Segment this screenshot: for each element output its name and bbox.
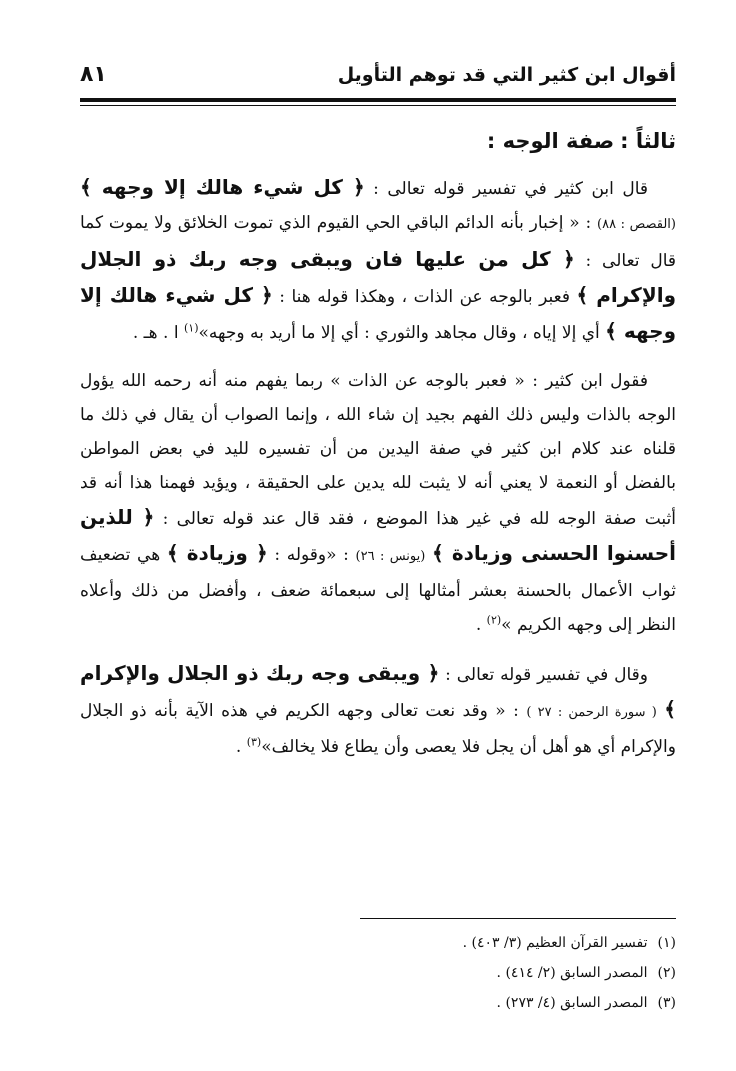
- page-number: ٨١: [80, 62, 107, 87]
- p1-text: أي إلا إياه ، وقال مجاهد والثوري : أي إلا ما أريد به وجهه»: [198, 323, 606, 343]
- paragraph-1: [80, 170, 676, 350]
- section-heading: [80, 126, 676, 156]
- page-body: [80, 122, 676, 778]
- footnote-marker: (٢): [486, 613, 502, 627]
- footnote-marker: (١): [183, 321, 199, 335]
- footnote-item: [300, 928, 676, 958]
- header-rule-thick: [80, 98, 676, 102]
- surah-reference: ( سورة الرحمن : ٢٧ ): [526, 705, 657, 720]
- surah-reference: (القصص : ٨٨): [597, 217, 676, 232]
- footnote-number: (٢): [657, 965, 676, 981]
- paragraph-2: [80, 364, 676, 642]
- p3-text: وقال في تفسير قوله تعالى :: [439, 665, 648, 685]
- running-title: أقوال ابن كثير التي قد توهم التأويل: [337, 64, 676, 86]
- quran-quote: ﴿ وزيادة ﴾: [166, 541, 268, 565]
- footnote-text: تفسير القرآن العظيم (٣/ ٤٠٣) .: [462, 935, 648, 951]
- quran-quote: ﴿ للذين أحسنوا الحسنى وزيادة ﴾: [80, 505, 676, 565]
- footnote-text: المصدر السابق (٤/ ٢٧٣) .: [496, 995, 648, 1011]
- p2-text: فقول ابن كثير : « فعبر بالوجه عن الذات » ربما يفهم منه أنه رحمه الله يؤول الوجه بالذات وليس ذلك الفهم بجيد إن شاء الله ، وإنما الصواب أن يقال في ذلك ما قلناه عند كلام ابن كثير في صفة اليدين من أن تفسيره لليد في بعض المواطن بالفضل أو النعمة لا يعني أنه لا يثبت لله يدين على الحقيقة ، ويؤيد فهمنا هذا أنه قد أثبت صفة الوجه لله في غير هذا الموضع ، فقد قال عند قوله تعالى :: [80, 371, 676, 529]
- p1-text: قال ابن كثير في تفسير قوله تعالى :: [364, 179, 648, 199]
- quran-quote: ﴿ كل شيء هالك إلا وجهه ﴾: [80, 175, 365, 199]
- footnote-number: (١): [657, 935, 676, 951]
- surah-reference: (يونس : ٢٦): [355, 549, 426, 564]
- p1-text: فعبر بالوجه عن الذات ، وهكذا قوله هنا :: [272, 287, 577, 307]
- paragraph-3: [80, 656, 676, 764]
- p1-text: : « إخبار بأنه الدائم الباقي الحي القيوم الذي تموت الخلائق ولا يموت كما قال تعالى :: [80, 213, 676, 271]
- quran-quote: ﴿ ويبقى وجه ربك ذو الجلال والإكرام ﴾: [80, 661, 676, 721]
- footnote-item: [300, 988, 676, 1018]
- footnote-item: [300, 958, 676, 988]
- footnote-text: المصدر السابق (٢/ ٤١٤) .: [496, 965, 648, 981]
- footnotes: [300, 928, 676, 1018]
- section-heading-lead: ثالثاً :: [620, 129, 676, 153]
- p1-text: ا . هـ .: [132, 323, 184, 343]
- p2-text: .: [475, 615, 487, 635]
- p3-text: .: [235, 737, 247, 757]
- section-heading-title: صفة الوجه :: [486, 129, 615, 153]
- p2-text: هي تضعيف ثواب الأعمال بالحسنة بعشر أمثالها إلى سبعمائة ضعف ، وأفضل من ذلك وأعلاه النظر إلى وجهه الكريم »: [80, 545, 676, 635]
- footnote-rule: [360, 918, 676, 919]
- page-header: [80, 58, 676, 92]
- p3-text: : « وقد نعت تعالى وجهه الكريم في هذه الآية بأنه ذو الجلال والإكرام أي هو أهل أن يجل فلا يعصى وأن يطاع فلا يخالف»: [80, 701, 676, 757]
- spacer-text: [425, 545, 432, 565]
- footnote-marker: (٣): [246, 735, 262, 749]
- quran-quote: ﴿ كل من عليها فان ويبقى وجه ربك ذو الجلال والإكرام ﴾: [80, 247, 676, 307]
- p2-text: : «وقوله :: [267, 545, 356, 565]
- footnote-number: (٣): [657, 995, 676, 1011]
- header-rule-thin: [80, 105, 676, 106]
- quran-quote: ﴿ كل شيء هالك إلا وجهه ﴾: [80, 283, 676, 343]
